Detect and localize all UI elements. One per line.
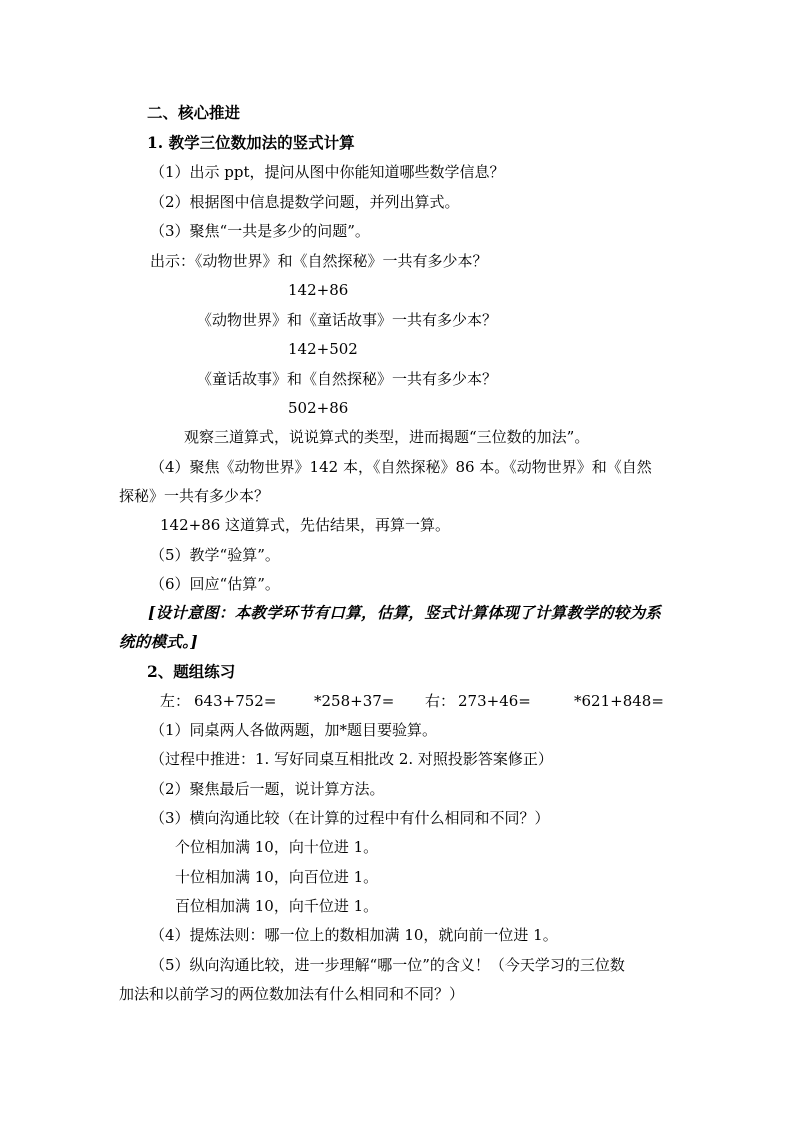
exercise-right-2: *621+848= bbox=[574, 692, 664, 710]
show-question-3: 《童话故事》和《自然探秘》一共有多少本？ bbox=[197, 370, 498, 388]
step-5: （5）教学“验算”。 bbox=[150, 546, 280, 564]
carry-rule-1: 个位相加满 10，向十位进 1。 bbox=[175, 838, 379, 856]
exercise-step-5-line-2: 加法和以前学习的两位数加法有什么相同和不同？） bbox=[119, 985, 465, 1003]
design-intent-line-1: [设计意图：本教学环节有口算，估算，竖式计算体现了计算教学的较为系 bbox=[148, 603, 662, 622]
exercise-process: （过程中推进：1. 写好同桌互相批改 2. 对照投影答案修正） bbox=[150, 750, 553, 768]
exercise-step-4: （4）提炼法则：哪一位上的数相加满 10，就向前一位进 1。 bbox=[150, 926, 558, 944]
expression-3: 502+86 bbox=[288, 399, 349, 417]
section-title: 二、核心推进 bbox=[147, 103, 241, 122]
expression-1: 142+86 bbox=[288, 281, 349, 299]
subsection-title-1: 1. 教学三位数加法的竖式计算 bbox=[147, 133, 355, 152]
estimate-text: 142+86 这道算式，先估结果，再算一算。 bbox=[160, 516, 451, 534]
exercise-left-1: 643+752= bbox=[194, 692, 277, 710]
carry-rule-2: 十位相加满 10，向百位进 1。 bbox=[175, 868, 379, 886]
step-2: （2）根据图中信息提数学问题，并列出算式。 bbox=[150, 193, 460, 211]
expression-2: 142+502 bbox=[288, 340, 358, 358]
exercise-left-label: 左： bbox=[160, 692, 191, 710]
exercise-step-1: （1）同桌两人各做两题，加*题目要验算。 bbox=[150, 721, 438, 739]
exercise-step-2: （2）聚焦最后一题，说计算方法。 bbox=[150, 780, 385, 798]
step-1: （1）出示 ppt，提问从图中你能知道哪些数学信息？ bbox=[150, 163, 505, 181]
exercise-right-1: 273+46= bbox=[458, 692, 531, 710]
step-3: （3）聚焦“一共是多少的问题”。 bbox=[150, 222, 370, 240]
design-intent-line-2: 统的模式。] bbox=[119, 632, 198, 651]
show-question-1: 出示：《动物世界》和《自然探秘》一共有多少本？ bbox=[150, 252, 488, 270]
exercise-right-label: 右： bbox=[425, 692, 456, 710]
exercise-left-2: *258+37= bbox=[314, 692, 395, 710]
carry-rule-3: 百位相加满 10，向千位进 1。 bbox=[175, 897, 379, 915]
exercise-step-5-line-1: （5）纵向沟通比较，进一步理解“哪一位”的含义！（今天学习的三位数 bbox=[150, 956, 625, 974]
subsection-title-2: 2、题组练习 bbox=[147, 662, 236, 681]
exercise-step-3: （3）横向沟通比较（在计算的过程中有什么相同和不同？） bbox=[150, 809, 550, 827]
step-4-line-1: （4）聚焦《动物世界》142 本，《自然探秘》86 本。《动物世界》和《自然 bbox=[150, 458, 652, 476]
step-6: （6）回应“估算”。 bbox=[150, 575, 280, 593]
show-question-2: 《动物世界》和《童话故事》一共有多少本？ bbox=[197, 311, 498, 329]
step-4-line-2: 探秘》一共有多少本？ bbox=[119, 487, 270, 505]
observe-text: 观察三道算式，说说算式的类型，进而揭题“三位数的加法”。 bbox=[184, 428, 590, 446]
